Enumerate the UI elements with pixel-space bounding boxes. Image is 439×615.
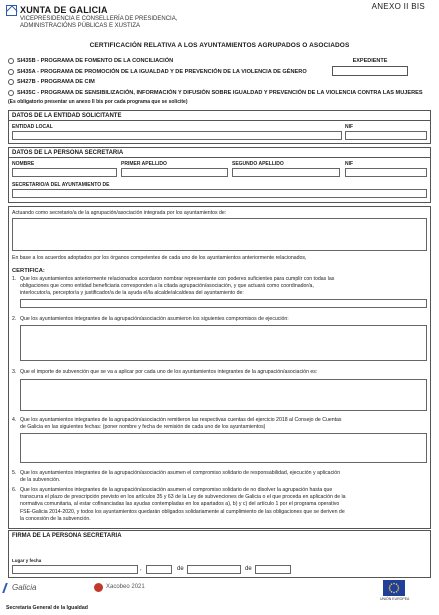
item-3 bbox=[12, 369, 427, 376]
item-text: de Galicia en las siguientes fechas: (poner nombre y fecha de remisión de cada uno de los ayuntamientos) bbox=[20, 424, 266, 431]
xunta-logo bbox=[6, 4, 108, 16]
department-line-1: VICEPRESIDENCIA E CONSELLERÍA DE PRESIDENCIA, bbox=[20, 16, 178, 22]
surname2-label: SEGUNDO APELLIDO bbox=[232, 161, 284, 167]
entity-section bbox=[8, 110, 431, 144]
program-label: SI435C - PROGRAMA DE SENSIBILIZACIÓN, INFORMACIÓN Y DIFUSIÓN SOBRE IGUALDAD Y PREVENCIÓN DE LA VIOLENCIA CONTRA LAS MUJERES bbox=[17, 89, 423, 96]
department-name bbox=[20, 16, 220, 30]
department-line-2: ADMINISTRACIÓNS PÚBLICAS E XUSTIZA bbox=[20, 23, 141, 29]
entity-nif-label: NIF bbox=[345, 124, 354, 130]
item-text: normativa comunitaria, al estar cofinanciadas las ayudas contempladas en los apartados a), b) y c) del artículo 1 por el programa operativo bbox=[20, 501, 340, 508]
xunta-emblem-icon bbox=[6, 5, 17, 16]
council-field[interactable] bbox=[12, 189, 427, 198]
item-4 bbox=[12, 417, 427, 431]
place-date-label: Lugar y fecha bbox=[12, 558, 42, 563]
commitments-field[interactable] bbox=[20, 325, 427, 361]
radio-button[interactable] bbox=[8, 58, 14, 64]
program-option[interactable] bbox=[8, 67, 330, 78]
item-5 bbox=[12, 470, 427, 484]
item-text: Que los ayuntamientos integrantes de la agrupación/asociación asumen el compromiso solidario de responsabilidad, ejecución y aplicación bbox=[20, 470, 341, 476]
expediente-label: EXPEDIENTE bbox=[352, 58, 388, 64]
item-number: 4. bbox=[12, 417, 17, 423]
de-separator-2: de bbox=[245, 566, 252, 572]
logo-name: XUNTA DE GALICIA bbox=[20, 5, 108, 15]
eu-label: UNIÓN EUROPEA bbox=[380, 597, 410, 601]
signature-heading: FIRMA DE LA PERSONA SECRETARIA bbox=[12, 533, 122, 539]
eu-flag-icon bbox=[383, 580, 405, 596]
item-text: Que los ayuntamientos integrantes de la agrupación/asociación asumieron los siguientes compromisos de ejecución: bbox=[20, 316, 289, 322]
comma-separator: , bbox=[140, 566, 142, 572]
item-text: de la subvención. bbox=[20, 477, 61, 484]
program-label: SI435A - PROGRAMA DE PROMOCIÓN DE LA IGUALDAD Y DE PREVENCIÓN DE LA VIOLENCIA DE GÉNERO bbox=[17, 68, 307, 75]
program-option[interactable] bbox=[8, 56, 330, 67]
program-option[interactable] bbox=[8, 88, 423, 99]
document-header bbox=[6, 4, 433, 40]
radio-button[interactable] bbox=[8, 79, 14, 85]
entity-nif-field[interactable] bbox=[345, 131, 427, 140]
item-text: Que los ayuntamientos anteriormente relacionados acordaron nombrar representante con poderes suficientes para cumplir con todas las bbox=[20, 276, 335, 282]
surname1-label: PRIMER APELLIDO bbox=[121, 161, 167, 167]
expediente-field[interactable] bbox=[332, 66, 408, 76]
entity-local-label: ENTIDAD LOCAL bbox=[12, 124, 53, 130]
item-number: 3. bbox=[12, 369, 17, 375]
program-option[interactable] bbox=[8, 77, 330, 88]
accounts-dates-field[interactable] bbox=[20, 433, 427, 463]
acting-text: Actuando como secretario/a de la agrupación/asociación integrada por los ayuntamientos de: bbox=[12, 210, 227, 216]
municipalities-field[interactable] bbox=[12, 218, 427, 251]
entity-heading: DATOS DE LA ENTIDAD SOLICITANTE bbox=[9, 111, 430, 121]
annex-label: ANEXO II BIS bbox=[371, 2, 425, 11]
item-number: 2. bbox=[12, 316, 17, 322]
item-number: 6. bbox=[12, 487, 17, 493]
month-field[interactable] bbox=[187, 565, 241, 574]
radio-button[interactable] bbox=[8, 69, 14, 75]
document-title: CERTIFICACIÓN RELATIVA A LOS AYUNTAMIENTOS AGRUPADOS O ASOCIADOS bbox=[89, 42, 350, 49]
coordinator-field[interactable] bbox=[20, 299, 427, 308]
footer-secretary-general: Secretaría General de la Igualdad bbox=[6, 605, 88, 611]
item-1 bbox=[12, 276, 427, 298]
item-text: FSE-Galicia 2014-2020, y todos los ayuntamientos quedarán obligados solidariamente al cumplimiento de las obligaciones que se deriven de bbox=[20, 508, 345, 515]
xacobeo-logo: Xacobeo 2021 bbox=[106, 584, 145, 590]
secretary-section bbox=[8, 147, 431, 203]
place-field[interactable] bbox=[12, 565, 138, 574]
surname1-field[interactable] bbox=[121, 168, 228, 177]
secretary-nif-label: NIF bbox=[345, 161, 354, 167]
item-6 bbox=[12, 487, 427, 523]
item-text: Que el importe de subvención que se va a aplicar por cada uno de los ayuntamientos integrantes de la agrupación/asociación es: bbox=[20, 369, 318, 375]
galicia-logo: Galicia bbox=[12, 583, 37, 592]
program-label: SI427B - PROGRAMA DE CIM bbox=[17, 79, 95, 86]
item-text: Que los ayuntamientos integrantes de la agrupación/asociación asumen el compromiso solidario de no disolver la agrupación hasta que bbox=[20, 487, 333, 493]
day-field[interactable] bbox=[146, 565, 172, 574]
radio-button[interactable] bbox=[8, 90, 14, 96]
programs-note: (Es obligatorio presentar un anexo II bis por cada programa que se solicite) bbox=[8, 99, 188, 105]
surname2-field[interactable] bbox=[232, 168, 340, 177]
item-number: 5. bbox=[12, 470, 17, 476]
signature-section bbox=[8, 530, 431, 578]
secretary-heading: DATOS DE LA PERSONA SECRETARIA bbox=[9, 148, 430, 158]
item-2 bbox=[12, 316, 427, 323]
certification-body bbox=[8, 206, 431, 529]
subsidy-amounts-field[interactable] bbox=[20, 379, 427, 411]
name-label: NOMBRE bbox=[12, 161, 35, 167]
item-text: Que los ayuntamientos integrantes de la agrupación/asociación remitieron las respectivas cuentas del ejercicio 2018 al Consejo de Cuentas bbox=[20, 417, 342, 423]
year-field[interactable] bbox=[255, 565, 291, 574]
program-label: SI435B - PROGRAMA DE FOMENTO DE LA CONCILIACIÓN bbox=[17, 58, 174, 65]
item-number: 1. bbox=[12, 276, 17, 282]
agreements-text: En base a los acuerdos adoptados por los órganos competentes de cada uno de los ayuntamientos anteriormente relacionados, bbox=[12, 255, 307, 261]
de-separator-1: de bbox=[177, 566, 184, 572]
council-label: SECRETARIO/A DEL AYUNTAMIENTO DE bbox=[12, 182, 110, 188]
item-text: la concesión de la subvención. bbox=[20, 515, 91, 522]
item-text: transcurra el plazo de prescripción previsto en los artículos 35 y 63 de la Ley de subvenciones de Galicia o el que proceda en aplicación de la bbox=[20, 494, 346, 501]
entity-local-field[interactable] bbox=[12, 131, 342, 140]
certifica-heading: CERTIFICA: bbox=[12, 268, 45, 274]
expediente-block bbox=[332, 58, 408, 76]
name-field[interactable] bbox=[12, 168, 117, 177]
footer-logos bbox=[0, 580, 439, 604]
secretary-nif-field[interactable] bbox=[345, 168, 427, 177]
item-text: interlocutor/a, perceptor/a y justificador/a de la ayuda el/la alcalde/alcaldesa del ayuntamiento de: bbox=[20, 290, 244, 297]
xacobeo-icon bbox=[94, 583, 103, 592]
item-text: obligaciones que como entidad beneficiaria corresponden a la citada agrupación/asociación, y que actuará como coordinador/a, bbox=[20, 283, 314, 290]
eu-stars-icon bbox=[383, 580, 405, 596]
